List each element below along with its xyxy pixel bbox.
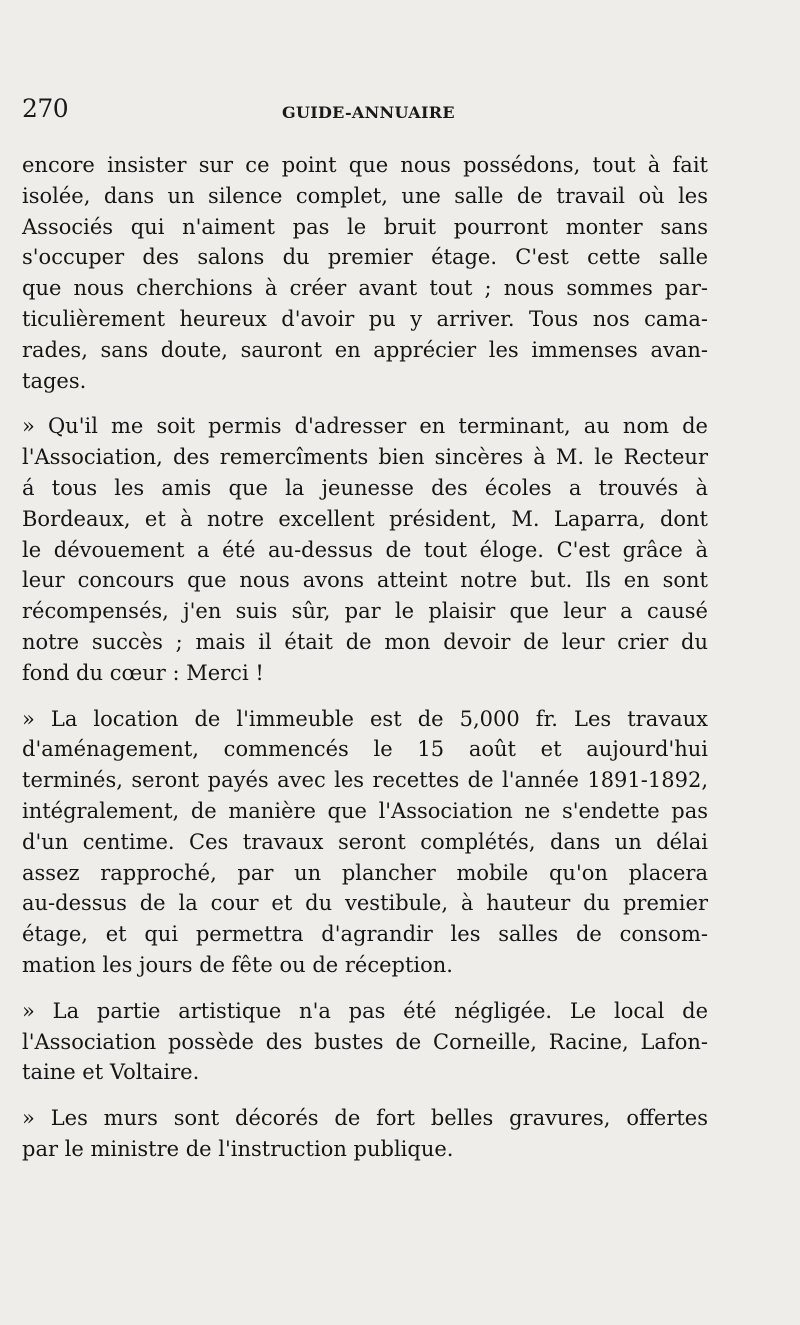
text-line: par le ministre de l'instruction publique. [22, 1136, 454, 1161]
paragraph [22, 1103, 708, 1165]
paragraph [22, 150, 708, 396]
text-line: notre succès ; mais il était de mon devoir de leur crier du [22, 629, 708, 654]
text-line: ticulièrement heureux d'avoir pu y arriver. Tous nos cama- [22, 306, 708, 331]
text-line: terminés, seront payés avec les recettes de l'année 1891-1892, [22, 768, 708, 793]
running-head: GUIDE-ANNUAIRE [282, 103, 455, 122]
text-line: que nous cherchions à créer avant tout ; nous sommes par- [22, 276, 708, 301]
text-line: taine et Voltaire. [22, 1060, 200, 1085]
text-line: intégralement, de manière que l'Association ne s'endette pas [22, 798, 708, 823]
page-header [22, 94, 712, 124]
text-line: l'Association possède des bustes de Corneille, Racine, Lafon- [22, 1029, 708, 1054]
body-text [22, 150, 708, 1165]
text-line: » Qu'il me soit permis d'adresser en terminant, au nom de [22, 414, 708, 439]
text-line: encore insister sur ce point que nous possédons, tout à fait [22, 153, 708, 177]
page-number: 270 [22, 94, 69, 123]
text-line: rades, sans doute, sauront en apprécier les immenses avan- [22, 337, 708, 362]
text-line: Bordeaux, et à notre excellent président, M. Laparra, dont [22, 506, 708, 531]
text-line: » Les murs sont décorés de fort belles gravures, offertes [22, 1106, 708, 1131]
text-line: l'Association, des remercîments bien sincères à M. le Recteur [22, 445, 708, 470]
text-line: d'aménagement, commencés le 15 août et aujourd'hui [22, 737, 708, 762]
text-line: » La partie artistique n'a pas été négligée. Le local de [22, 998, 708, 1023]
text-line: assez rapproché, par un plancher mobile qu'on placera [22, 860, 708, 885]
text-line: le dévouement a été au-dessus de tout éloge. C'est grâce à [22, 537, 708, 562]
paragraph [22, 411, 708, 688]
text-line: mation les jours de fête ou de réception. [22, 952, 453, 977]
text-line: isolée, dans un silence complet, une salle de travail où les [22, 183, 708, 208]
text-line: tages. [22, 368, 87, 393]
text-line: fond du cœur : Merci ! [22, 660, 264, 685]
text-line: s'occuper des salons du premier étage. C'est cette salle [22, 245, 708, 270]
paragraph [22, 704, 708, 981]
text-line: au-dessus de la cour et du vestibule, à hauteur du premier [22, 891, 708, 916]
text-line: leur concours que nous avons atteint notre but. Ils en sont [22, 568, 708, 593]
text-line: étage, et qui permettra d'agrandir les salles de consom- [22, 922, 708, 947]
text-line: récompensés, j'en suis sûr, par le plaisir que leur a causé [22, 599, 708, 624]
text-line: Associés qui n'aiment pas le bruit pourront monter sans [22, 214, 708, 239]
paragraph [22, 996, 708, 1088]
text-line: d'un centime. Ces travaux seront complétés, dans un délai [22, 829, 708, 854]
text-line: » La location de l'immeuble est de 5,000 fr. Les travaux [22, 706, 708, 731]
text-line: á tous les amis que la jeunesse des écoles a trouvés à [22, 475, 708, 500]
